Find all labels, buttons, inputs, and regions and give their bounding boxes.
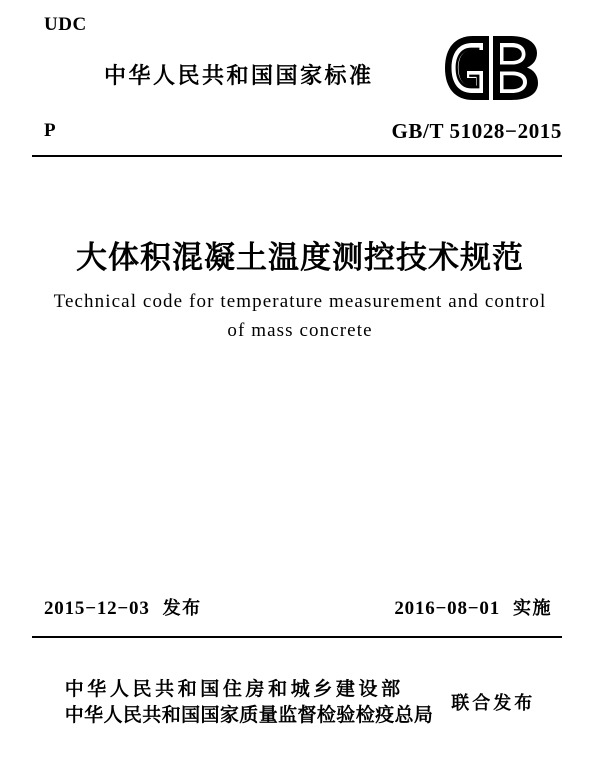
issue-date-group bbox=[44, 594, 202, 620]
national-standard-heading: 中华人民共和国国家标准 bbox=[104, 64, 374, 89]
bottom-divider-rule bbox=[32, 636, 562, 638]
title-english-line-2: of mass concrete bbox=[227, 320, 373, 341]
title-chinese: 大体积混凝土温度测控技术规范 bbox=[76, 240, 524, 276]
effective-date-value: 2016−08−01 bbox=[394, 598, 500, 619]
date-row bbox=[44, 594, 552, 620]
issuer-organization-1: 中华人民共和国住房和城乡建设部 bbox=[64, 678, 404, 700]
effective-date-label: 实施 bbox=[513, 598, 552, 619]
issue-date-value: 2015−12−03 bbox=[44, 598, 150, 619]
gb-logo-icon bbox=[443, 34, 539, 102]
title-english-line-1: Technical code for temperature measurement and control bbox=[53, 291, 547, 312]
issue-date-label: 发布 bbox=[162, 598, 202, 619]
classification-letter: P bbox=[44, 120, 56, 141]
title-english bbox=[0, 287, 600, 345]
issuer-organization-2: 中华人民共和国国家质量监督检验检疫总局 bbox=[64, 704, 434, 726]
udc-label: UDC bbox=[44, 14, 87, 35]
effective-date-group bbox=[394, 594, 552, 620]
standard-number: GB/T 51028−2015 bbox=[391, 119, 562, 143]
top-divider-rule bbox=[32, 155, 562, 157]
joint-release-label: 联合发布 bbox=[451, 693, 536, 714]
footer-issuers bbox=[0, 676, 600, 728]
issuer-list bbox=[65, 676, 434, 728]
